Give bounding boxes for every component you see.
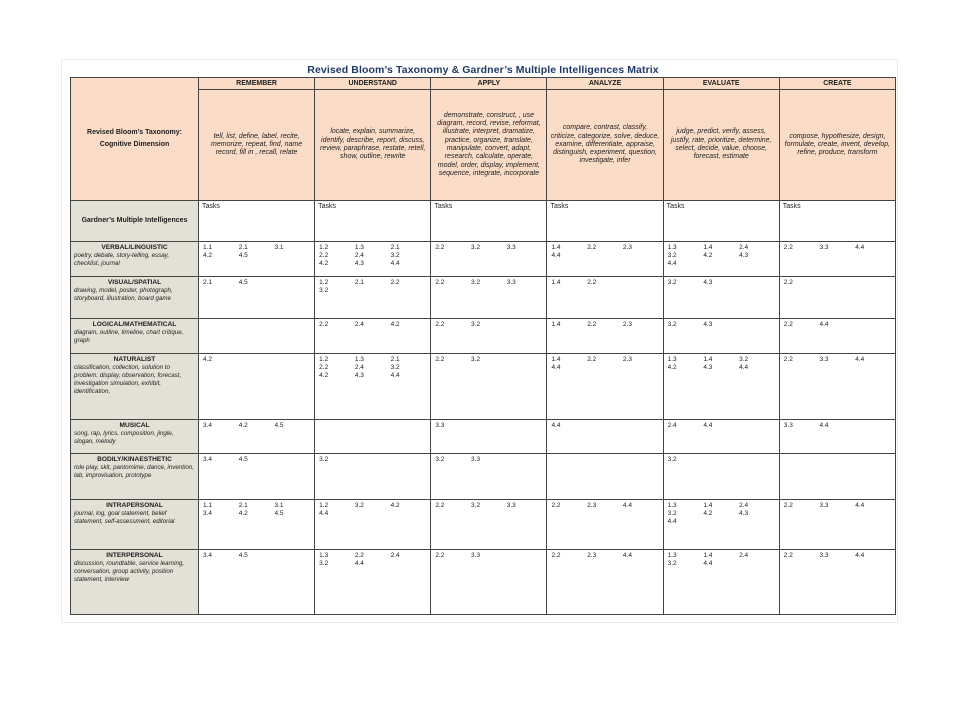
standards-list	[435, 279, 542, 287]
standard-code: 4.4	[703, 422, 713, 430]
standard-code: 3.2	[739, 355, 749, 363]
intelligence-row-header	[71, 242, 199, 277]
standards-cell	[315, 420, 431, 453]
standard-code: 2.2	[435, 320, 445, 328]
standard-code: 2.2	[587, 279, 597, 287]
standards-list	[784, 502, 891, 510]
level-verbs: compare, contrast, classify, criticize, categorize, solve, deduce, examine, differentiate, appraise, distinguish, experiment, question, investigate, infer	[547, 90, 663, 201]
standard-code: 4.4	[855, 244, 865, 252]
standards-cell	[199, 353, 315, 419]
intelligence-products: journal, log, goal statement, belief statement, self-assessment, editorial	[74, 510, 175, 526]
standard-code: 4.4	[667, 260, 677, 268]
intelligence-row-header	[71, 453, 199, 499]
standards-cell	[547, 453, 663, 499]
standard-code: 4.3	[354, 260, 364, 268]
standards-list	[551, 244, 658, 260]
standard-code: 4.5	[238, 279, 248, 287]
standard-code: 3.3	[471, 552, 481, 560]
level-header: UNDERSTAND	[315, 78, 431, 90]
standard-code: 3.2	[667, 279, 677, 287]
standard-code: 2.2	[551, 502, 561, 510]
standards-list	[668, 244, 775, 268]
standard-code: 3.2	[667, 252, 677, 260]
standards-list	[435, 552, 542, 560]
intelligences-label: Gardner’s Multiple Intelligences	[71, 200, 199, 241]
intelligence-name: BODILY/KINAESTHETIC	[97, 455, 172, 463]
standard-code: 2.2	[435, 355, 445, 363]
standards-list	[551, 279, 658, 287]
standard-code: 3.2	[319, 287, 329, 295]
standard-code: 4.4	[855, 502, 865, 510]
standard-code: 3.2	[471, 244, 481, 252]
standards-cell	[547, 242, 663, 277]
standards-cell	[199, 242, 315, 277]
standard-code: 1.4	[551, 355, 561, 363]
standards-cell	[779, 277, 895, 318]
level-header: CREATE	[779, 78, 895, 90]
standard-code: 3.3	[819, 355, 829, 363]
standards-cell	[663, 500, 779, 550]
intelligence-products: drawing, model, poster, photograph, storyboard, illustration, board game	[74, 287, 173, 303]
standard-code: 2.3	[622, 320, 632, 328]
level-verbs: compose, hypothesize, design, formulate, create, invent, develop, refine, produce, transform	[779, 90, 895, 201]
standard-code: 2.1	[390, 355, 400, 363]
standard-code: 3.2	[390, 252, 400, 260]
standard-code: 4.4	[819, 422, 829, 430]
standard-code: 2.2	[435, 502, 445, 510]
standards-list	[319, 502, 426, 518]
standard-code: 4.4	[622, 552, 632, 560]
standard-code: 3.2	[471, 320, 481, 328]
standards-cell	[779, 500, 895, 550]
standard-code: 4.2	[703, 510, 713, 518]
level-verbs: demonstrate, construct, , use diagram, record, revise, reformat, illustrate, interpret, dramatize, practice, organize, translate, manipulate, convert, adapt, research, calculate, operate, model, order, display, implement, sequence, integrate, incorporate	[431, 90, 547, 201]
standards-cell	[199, 500, 315, 550]
standards-cell	[431, 277, 547, 318]
standard-code: 4.3	[739, 252, 749, 260]
cognitive-dimension-label: Revised Bloom’s Taxonomy: Cognitive Dimension	[71, 78, 199, 201]
standard-code: 1.4	[551, 320, 561, 328]
intelligence-row	[71, 277, 896, 318]
standards-cell	[431, 550, 547, 615]
standard-code: 4.3	[703, 279, 713, 287]
standard-code: 2.1	[354, 279, 364, 287]
level-name-row	[71, 78, 896, 90]
standard-code: 4.2	[203, 355, 213, 363]
standards-cell	[663, 453, 779, 499]
standard-code: 2.2	[783, 552, 793, 560]
standard-code: 4.4	[551, 422, 561, 430]
standards-cell	[547, 318, 663, 353]
standard-code: 2.2	[319, 252, 329, 260]
standard-code: 2.2	[587, 320, 597, 328]
standards-cell	[315, 353, 431, 419]
standard-code: 4.3	[354, 371, 364, 379]
standards-cell	[779, 318, 895, 353]
standards-cell	[547, 277, 663, 318]
standard-code: 3.2	[390, 363, 400, 371]
standards-list	[668, 356, 775, 372]
level-verbs: judge, predict, verify, assess, justify, rate, prioritize, determine, select, decide, value, choose, forecast, estimate	[663, 90, 779, 201]
standard-code: 2.2	[319, 320, 329, 328]
intelligence-row-header	[71, 353, 199, 419]
level-verbs: locate, explain, summarize, identify, describe, report, discuss, review, paraphrase, restate, retell, show, outline, rewrite	[315, 90, 431, 201]
standard-code: 2.2	[783, 244, 793, 252]
standard-code: 4.4	[551, 252, 561, 260]
standard-code: 2.2	[783, 279, 793, 287]
intelligence-row	[71, 353, 896, 419]
intelligence-name: LOGICAL/MATHEMATICAL	[92, 320, 177, 328]
standards-list	[551, 321, 658, 329]
standard-code: 1.3	[667, 244, 677, 252]
standard-code: 3.3	[506, 244, 516, 252]
standards-cell	[315, 318, 431, 353]
standards-cell	[431, 420, 547, 453]
standards-cell	[199, 550, 315, 615]
standards-list	[784, 244, 891, 252]
standard-code: 4.5	[238, 552, 248, 560]
tasks-label: Tasks	[315, 200, 431, 241]
standards-cell	[779, 242, 895, 277]
standard-code: 1.2	[319, 244, 329, 252]
level-header: EVALUATE	[663, 78, 779, 90]
standards-list	[668, 502, 775, 526]
standard-code: 4.2	[319, 371, 329, 379]
intelligence-row	[71, 318, 896, 353]
standard-code: 3.3	[506, 502, 516, 510]
standard-code: 4.2	[238, 510, 248, 518]
standards-cell	[315, 500, 431, 550]
standard-code: 2.3	[622, 244, 632, 252]
standards-cell	[431, 318, 547, 353]
standard-code: 1.4	[703, 502, 713, 510]
standard-code: 1.4	[703, 355, 713, 363]
standards-list	[203, 422, 310, 430]
standards-cell	[779, 453, 895, 499]
standard-code: 3.2	[319, 560, 329, 568]
standard-code: 4.4	[739, 363, 749, 371]
intelligence-row	[71, 242, 896, 277]
standard-code: 4.5	[274, 510, 284, 518]
standard-code: 3.2	[471, 279, 481, 287]
standard-code: 2.2	[551, 552, 561, 560]
standards-list	[319, 321, 426, 329]
intelligence-name: INTERPERSONAL	[106, 552, 163, 560]
standards-list	[203, 244, 310, 260]
intelligence-products: role play, skit, pantomime, dance, invention, lab, improvisation, prototype	[74, 463, 194, 479]
intelligence-row-header	[71, 318, 199, 353]
standard-code: 2.2	[783, 502, 793, 510]
level-header: ANALYZE	[547, 78, 663, 90]
standard-code: 4.4	[819, 320, 829, 328]
tasks-label: Tasks	[547, 200, 663, 241]
standard-code: 4.4	[703, 560, 713, 568]
standards-cell	[547, 353, 663, 419]
standard-code: 3.2	[667, 510, 677, 518]
standard-code: 3.2	[435, 455, 445, 463]
standards-list	[668, 321, 775, 329]
level-header: REMEMBER	[199, 78, 315, 90]
standard-code: 2.2	[319, 363, 329, 371]
standard-code: 4.2	[238, 422, 248, 430]
standards-list	[784, 422, 891, 430]
intelligence-name: INTRAPERSONAL	[106, 502, 163, 510]
taxonomy-matrix	[70, 77, 896, 615]
standard-code: 4.3	[703, 363, 713, 371]
intelligence-row-header	[71, 500, 199, 550]
standard-code: 2.4	[739, 552, 749, 560]
document-title: Revised Bloom’s Taxonomy & Gardner’s Multiple Intelligences Matrix	[307, 64, 659, 76]
tasks-row	[71, 200, 896, 241]
intelligence-row-header	[71, 550, 199, 615]
standard-code: 4.2	[390, 320, 400, 328]
standards-list	[784, 356, 891, 364]
standard-code: 4.3	[739, 510, 749, 518]
intelligence-name: VISUAL/SPATIAL	[107, 279, 162, 287]
standards-list	[319, 552, 426, 568]
standards-list	[203, 502, 310, 518]
standard-code: 1.3	[354, 244, 364, 252]
standard-code: 3.3	[819, 552, 829, 560]
standard-code: 4.5	[238, 252, 248, 260]
standard-code: 2.4	[354, 320, 364, 328]
standards-list	[203, 279, 310, 287]
standard-code: 1.1	[203, 244, 213, 252]
standard-code: 4.4	[667, 518, 677, 526]
standard-code: 1.3	[667, 552, 677, 560]
intelligence-name: VERBAL/LINGUISTIC	[101, 244, 168, 252]
standard-code: 4.2	[667, 363, 677, 371]
standard-code: 4.2	[703, 252, 713, 260]
intelligence-products: classification, collection, solution to problem, display, observation, forecast, investigation simulation, exhibit, identification,	[74, 363, 182, 395]
standards-list	[435, 502, 542, 510]
standards-cell	[547, 500, 663, 550]
standard-code: 4.4	[390, 371, 400, 379]
standard-code: 3.2	[667, 560, 677, 568]
standard-code: 1.1	[203, 502, 213, 510]
intelligence-products: diagram, outline, timeline, chart critique, graph	[74, 328, 184, 344]
standard-code: 3.2	[667, 320, 677, 328]
standards-list	[435, 321, 542, 329]
standard-code: 4.4	[855, 355, 865, 363]
standards-cell	[199, 420, 315, 453]
standards-cell	[315, 277, 431, 318]
standard-code: 2.2	[435, 552, 445, 560]
standard-code: 2.3	[622, 355, 632, 363]
standards-list	[668, 279, 775, 287]
standard-code: 3.2	[471, 502, 481, 510]
standards-cell	[199, 453, 315, 499]
standard-code: 1.4	[551, 244, 561, 252]
standards-cell	[663, 353, 779, 419]
standards-list	[203, 552, 310, 560]
standard-code: 4.4	[390, 260, 400, 268]
standard-code: 4.2	[319, 260, 329, 268]
standards-cell	[199, 277, 315, 318]
level-header: APPLY	[431, 78, 547, 90]
standard-code: 1.4	[703, 244, 713, 252]
standards-list	[203, 356, 310, 364]
standard-code: 1.2	[319, 502, 329, 510]
standard-code: 4.3	[703, 320, 713, 328]
standard-code: 1.4	[551, 279, 561, 287]
standard-code: 2.2	[587, 244, 597, 252]
standard-code: 3.3	[783, 422, 793, 430]
standards-cell	[663, 242, 779, 277]
standard-code: 2.1	[238, 502, 248, 510]
standard-code: 4.4	[622, 502, 632, 510]
tasks-label: Tasks	[431, 200, 547, 241]
standard-code: 1.2	[319, 279, 329, 287]
standards-list	[319, 279, 426, 295]
standard-code: 3.4	[203, 422, 213, 430]
intelligence-products: poetry, debate, story-telling, essay, checklist, journal	[74, 252, 170, 268]
tasks-label: Tasks	[663, 200, 779, 241]
level-verbs: tell, list, define, label, recite, memorize, repeat, find, name record, fill in , recall, relate	[199, 90, 315, 201]
standards-list	[668, 552, 775, 568]
standards-cell	[315, 550, 431, 615]
standard-code: 3.2	[471, 355, 481, 363]
standards-list	[435, 456, 542, 464]
standard-code: 2.2	[390, 279, 400, 287]
intelligence-row	[71, 550, 896, 615]
standard-code: 4.5	[238, 455, 248, 463]
standards-list	[319, 456, 426, 464]
standard-code: 3.3	[819, 244, 829, 252]
standard-code: 3.3	[506, 279, 516, 287]
standards-cell	[199, 318, 315, 353]
standards-list	[551, 422, 658, 430]
standard-code: 2.1	[238, 244, 248, 252]
standards-cell	[779, 420, 895, 453]
standards-cell	[663, 277, 779, 318]
standard-code: 4.4	[551, 363, 561, 371]
standards-list	[551, 552, 658, 560]
standard-code: 2.2	[587, 355, 597, 363]
standards-list	[319, 356, 426, 380]
standard-code: 4.4	[319, 510, 329, 518]
intelligence-row	[71, 420, 896, 453]
intelligence-name: NATURALIST	[113, 355, 156, 363]
standard-code: 2.2	[354, 552, 364, 560]
standard-code: 4.4	[855, 552, 865, 560]
standard-code: 2.4	[390, 552, 400, 560]
intelligence-row	[71, 453, 896, 499]
standards-cell	[431, 453, 547, 499]
standard-code: 3.4	[203, 455, 213, 463]
intelligence-row	[71, 500, 896, 550]
standards-list	[435, 422, 542, 430]
standards-list	[435, 244, 542, 252]
tasks-label: Tasks	[779, 200, 895, 241]
standards-list	[435, 356, 542, 364]
standard-code: 2.3	[587, 552, 597, 560]
standard-code: 4.5	[274, 422, 284, 430]
standards-cell	[431, 242, 547, 277]
tasks-label: Tasks	[199, 200, 315, 241]
standard-code: 2.2	[435, 244, 445, 252]
standards-list	[551, 356, 658, 372]
standards-list	[668, 422, 775, 430]
standards-cell	[315, 242, 431, 277]
standard-code: 3.3	[471, 455, 481, 463]
standard-code: 4.2	[390, 502, 400, 510]
standards-cell	[547, 420, 663, 453]
intelligence-products: song, rap, lyrics, composition, jingle, slogan, melody	[74, 430, 174, 446]
standard-code: 1.3	[319, 552, 329, 560]
standard-code: 2.2	[783, 320, 793, 328]
intelligence-products: discussion, roundtable, service learning, conversation, group activity, position statement, interview	[74, 560, 185, 584]
standard-code: 4.4	[354, 560, 364, 568]
standards-list	[784, 321, 891, 329]
intelligence-row-header	[71, 277, 199, 318]
standards-cell	[779, 353, 895, 419]
intelligence-row-header	[71, 420, 199, 453]
standard-code: 3.2	[354, 502, 364, 510]
standards-list	[319, 244, 426, 268]
standard-code: 3.3	[819, 502, 829, 510]
standards-list	[551, 502, 658, 510]
standard-code: 2.4	[354, 252, 364, 260]
standard-code: 1.3	[667, 502, 677, 510]
standard-code: 2.4	[667, 422, 677, 430]
standard-code: 3.3	[435, 422, 445, 430]
standards-cell	[431, 500, 547, 550]
standard-code: 1.3	[667, 355, 677, 363]
standard-code: 2.2	[435, 279, 445, 287]
standards-list	[784, 279, 891, 287]
standards-cell	[663, 420, 779, 453]
standard-code: 1.3	[354, 355, 364, 363]
standard-code: 3.4	[203, 510, 213, 518]
standard-code: 3.1	[274, 502, 284, 510]
standards-list	[203, 456, 310, 464]
standards-list	[668, 456, 775, 464]
standard-code: 2.4	[739, 244, 749, 252]
standard-code: 3.1	[274, 244, 284, 252]
standard-code: 3.2	[667, 455, 677, 463]
standard-code: 1.4	[703, 552, 713, 560]
standard-code: 2.1	[390, 244, 400, 252]
standards-cell	[431, 353, 547, 419]
standard-code: 4.2	[203, 252, 213, 260]
standards-cell	[663, 318, 779, 353]
standard-code: 2.1	[203, 279, 213, 287]
standards-cell	[547, 550, 663, 615]
standards-list	[784, 552, 891, 560]
standard-code: 2.4	[354, 363, 364, 371]
standard-code: 2.2	[783, 355, 793, 363]
standard-code: 2.4	[739, 502, 749, 510]
standards-cell	[663, 550, 779, 615]
standard-code: 3.4	[203, 552, 213, 560]
standard-code: 3.2	[319, 455, 329, 463]
standards-cell	[315, 453, 431, 499]
standard-code: 1.2	[319, 355, 329, 363]
standard-code: 2.3	[587, 502, 597, 510]
standards-cell	[779, 550, 895, 615]
intelligence-name: MUSICAL	[119, 422, 150, 430]
